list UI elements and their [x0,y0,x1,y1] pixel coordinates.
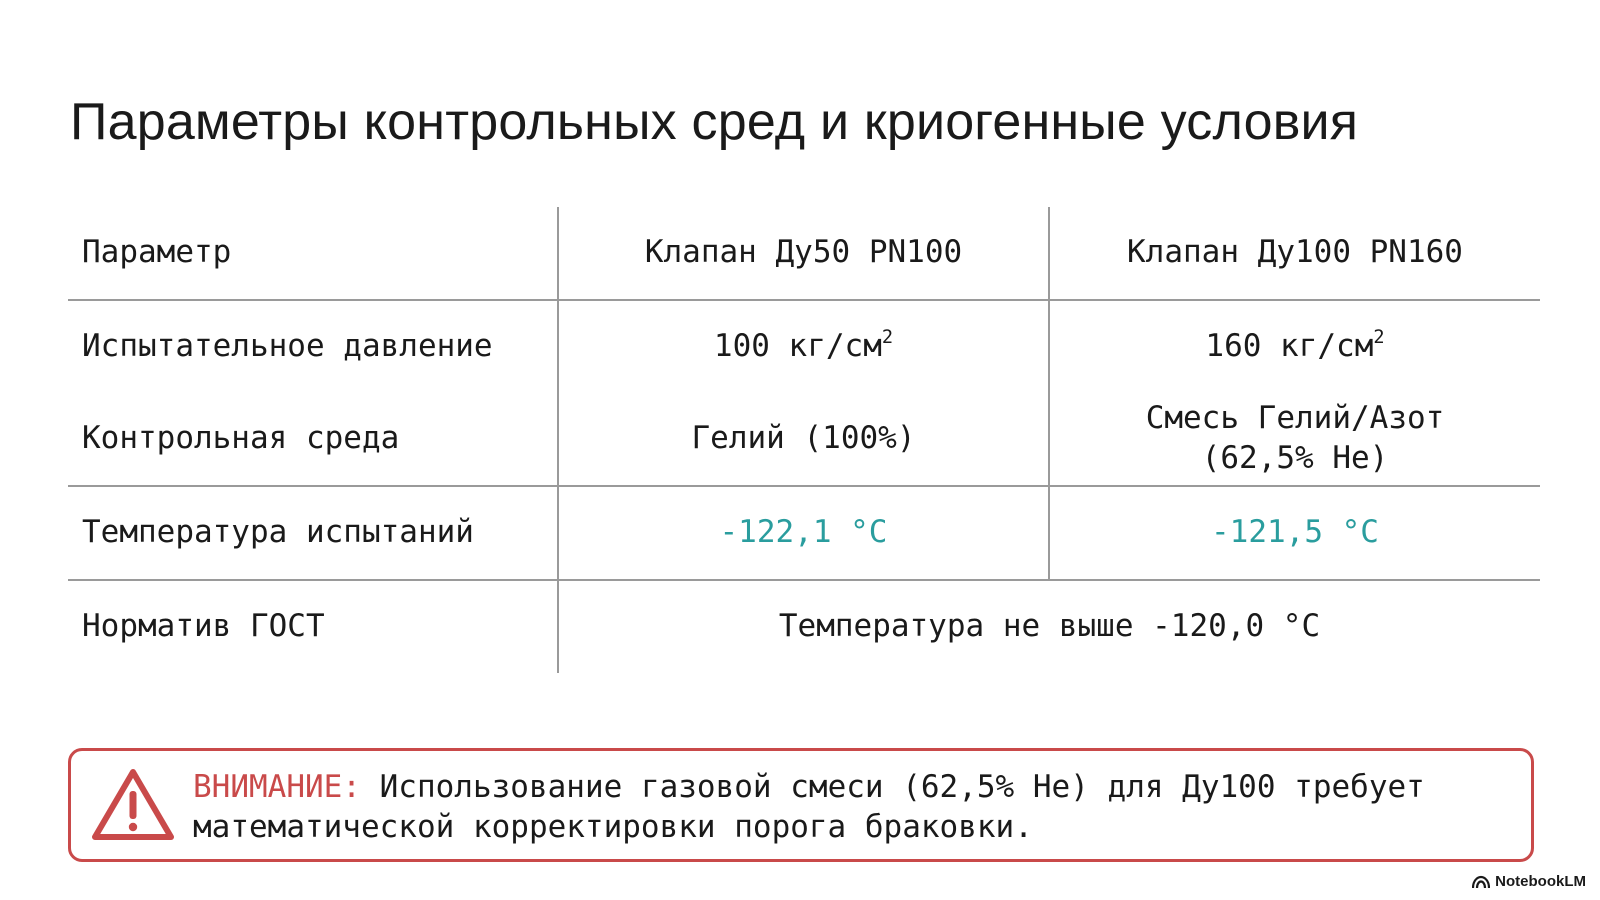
pressure-du50-value: 100 кг/см [713,328,882,365]
notebooklm-branding [1472,873,1586,890]
param-label: Испытательное давление [68,300,558,393]
table-row-medium [68,393,1540,486]
header-valve-du100: Клапан Ду100 PN160 [1049,207,1540,300]
pressure-du50 [558,300,1049,393]
warning-callout [68,748,1534,862]
brand-name: NotebookLM [1495,873,1586,890]
warning-message: Использование газовой смеси (62,5% He) для Ду100 требует математической корректировки порога браковки. [193,769,1425,845]
medium-du50: Гелий (100%) [558,393,1049,486]
warning-text [193,767,1511,847]
unit-superscript: 2 [881,327,894,349]
header-valve-du50: Клапан Ду50 PN100 [558,207,1049,300]
temperature-du50: -122,1 °C [558,486,1049,580]
param-label: Температура испытаний [68,486,558,580]
warning-label: ВНИМАНИЕ: [193,769,361,805]
warning-triangle-icon [91,767,175,843]
medium-du100-line1: Смесь Гелий/Азот [1145,400,1445,437]
table-row-pressure [68,300,1540,393]
medium-du100-line2: (62,5% He) [1201,440,1389,476]
table-header-row [68,207,1540,300]
medium-du100 [1049,393,1540,486]
gost-norm-value: Температура не выше -120,0 °C [778,608,1321,645]
param-label: Норматив ГОСТ [68,580,558,673]
unit-superscript: 2 [1373,327,1385,349]
slide-title: Параметры контрольных сред и криогенные условия [70,93,1359,151]
param-label: Контрольная среда [68,393,558,486]
table-row-temperature [68,486,1540,580]
table-row-gost [68,580,1540,673]
temperature-du100: -121,5 °C [1049,486,1540,580]
header-parameter: Параметр [68,207,558,300]
parameters-table [68,207,1540,673]
pressure-du100-value: 160 кг/см [1205,328,1374,365]
notebooklm-logo-icon [1472,875,1490,889]
pressure-du100 [1049,300,1540,393]
